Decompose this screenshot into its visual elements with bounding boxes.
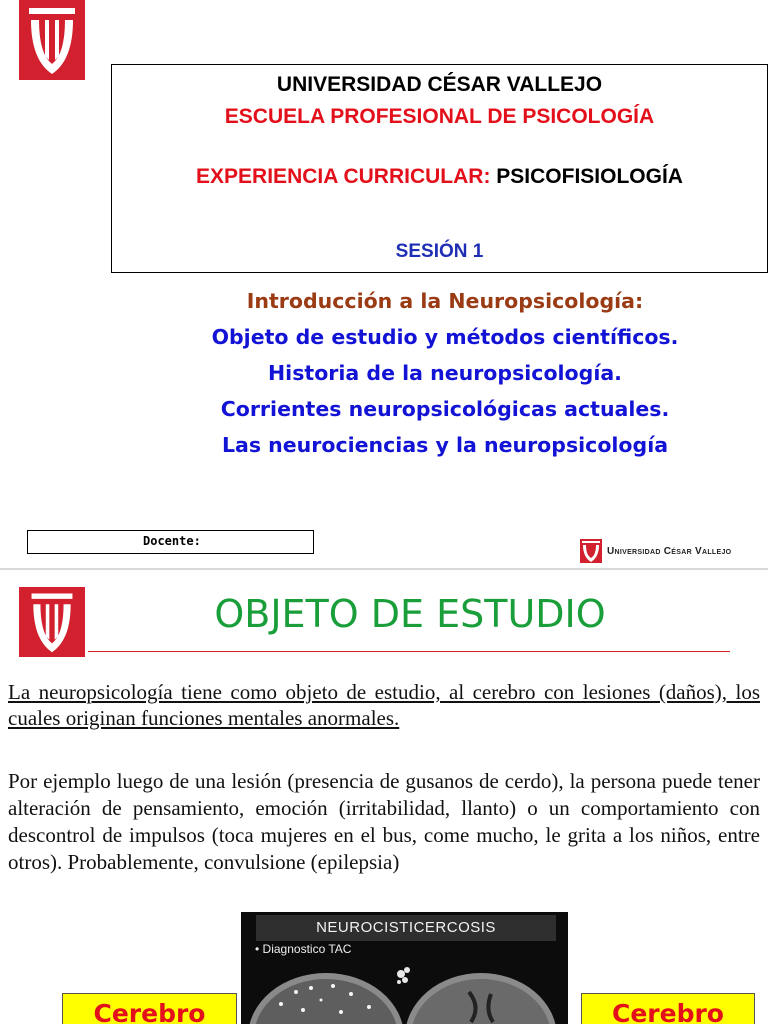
topic-item: Introducción a la Neuropsicología: bbox=[246, 289, 644, 313]
topic-item: Historia de la neuropsicología. bbox=[268, 361, 622, 385]
docente-field: Docente: bbox=[27, 530, 314, 554]
example-paragraph: Por ejemplo luego de una lesión (presencia de gusanos de cerdo), la persona puede tener alteración de pensamiento, emoción (irritabilidad, llanto) o un comportamiento con descontrol de impulsos (toca mujeres en el bus, come mucho, le grita a los niños, entre otros). Probablemente, convulsione (epilepsia) bbox=[8, 769, 760, 874]
experience-label: EXPERIENCIA CURRICULAR: bbox=[196, 165, 491, 188]
ct-scan-image bbox=[241, 912, 568, 1024]
topics-list bbox=[130, 283, 760, 463]
university-name: UNIVERSIDAD CÉSAR VALLEJO bbox=[276, 73, 603, 96]
slide-title: OBJETO DE ESTUDIO bbox=[214, 592, 606, 636]
experience-line bbox=[112, 165, 767, 189]
brain-label-left: Cerebro bbox=[62, 993, 237, 1024]
ucv-logo-icon bbox=[19, 587, 85, 657]
definition-paragraph: La neuropsicología tiene como objeto de estudio, al cerebro con lesiones (daños), los cuales originan funciones mentales anormales. bbox=[8, 680, 760, 730]
brain-label-right: Cerebro bbox=[581, 993, 755, 1024]
ucv-logo-icon bbox=[19, 0, 85, 80]
title-underline bbox=[88, 651, 730, 652]
topic-item: Objeto de estudio y métodos científicos. bbox=[211, 325, 679, 349]
footer-logo bbox=[580, 538, 731, 564]
experience-value: PSICOFISIOLOGÍA bbox=[496, 165, 683, 188]
topic-item: Las neurociencias y la neuropsicología bbox=[221, 433, 669, 457]
footer-logo-text: Universidad César Vallejo bbox=[607, 545, 732, 557]
slide-2 bbox=[0, 570, 768, 1024]
image-subtitle: • Diagnostico TAC bbox=[255, 942, 352, 956]
image-title: NEUROCISTICERCOSIS bbox=[256, 915, 556, 941]
header-box bbox=[111, 64, 768, 273]
ucv-mini-logo-icon bbox=[580, 539, 602, 563]
session-label: SESIÓN 1 bbox=[395, 241, 484, 262]
school-name: ESCUELA PROFESIONAL DE PSICOLOGÍA bbox=[224, 105, 655, 128]
topic-item: Corrientes neuropsicológicas actuales. bbox=[220, 397, 670, 421]
